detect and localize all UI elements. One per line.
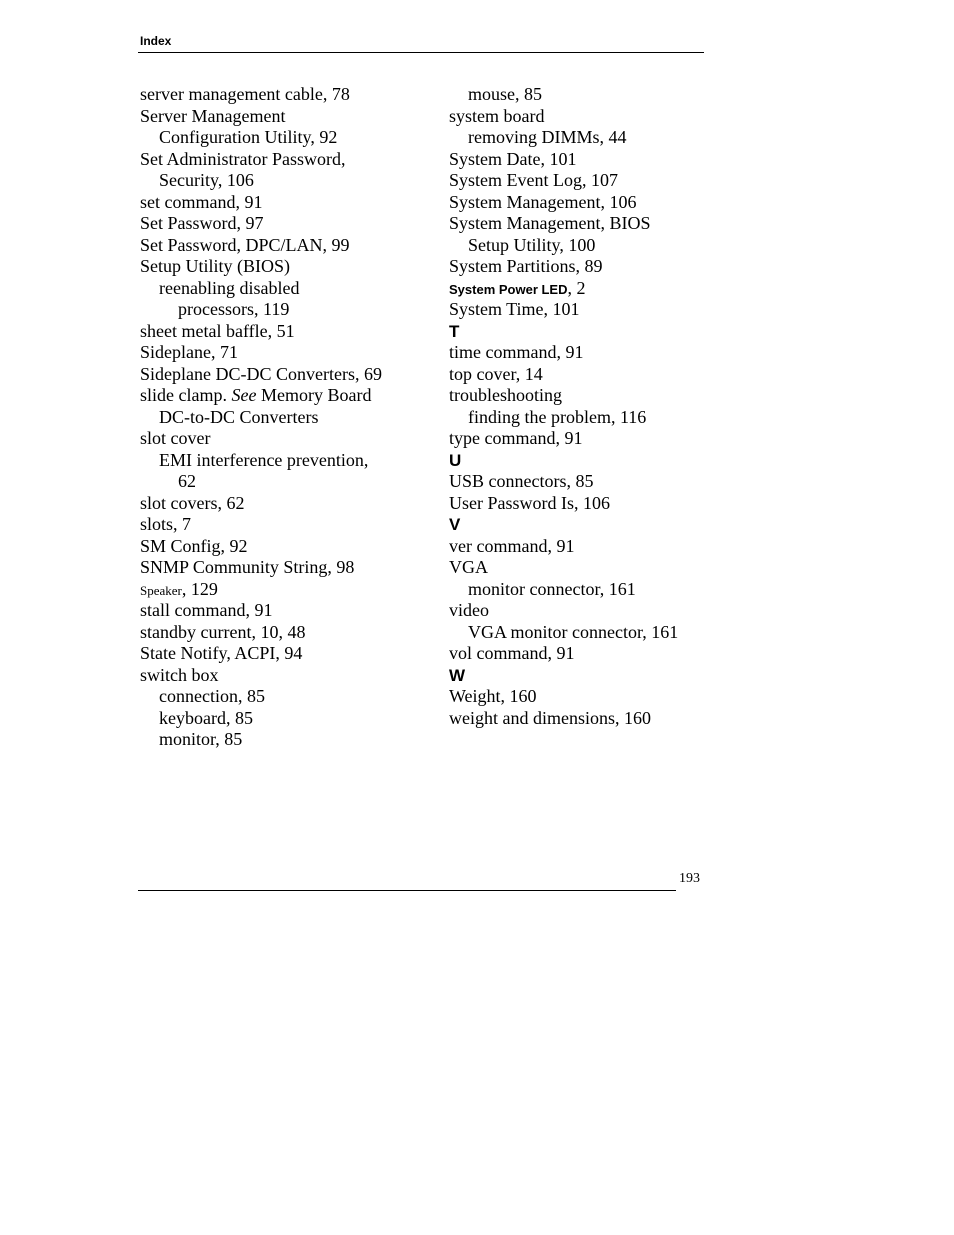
index-entry: System Event Log, 107 — [449, 170, 618, 190]
index-entry: SM Config, 92 — [140, 535, 248, 556]
index-subentry: 62 — [178, 471, 196, 491]
index-entry: System Management, 106 — [449, 191, 637, 212]
section-letter: T — [449, 321, 460, 341]
index-entry: top cover, 14 — [449, 363, 543, 384]
index-entry — [140, 385, 430, 407]
index-entry: Set Password, DPC/LAN, 99 — [140, 234, 350, 255]
index-entry: weight and dimensions, 160 — [449, 707, 651, 728]
index-entry: System Management, BIOS — [449, 213, 651, 233]
index-column-right — [449, 84, 739, 729]
index-entry: ver command, 91 — [449, 535, 575, 556]
index-entry: system board — [449, 105, 545, 126]
index-entry: server management cable, 78 — [140, 84, 350, 104]
index-entry: slot covers, 62 — [140, 492, 245, 513]
index-entry: vol command, 91 — [449, 643, 575, 663]
entry-pages: , 129 — [181, 578, 218, 599]
index-column-left — [140, 84, 430, 751]
index-subentry: keyboard, 85 — [159, 707, 253, 728]
index-entry — [140, 579, 430, 601]
see-reference: See — [231, 385, 257, 405]
index-entry: time command, 91 — [449, 342, 584, 362]
index-entry: User Password Is, 106 — [449, 492, 610, 513]
index-subentry: reenabling disabled — [159, 277, 300, 298]
index-subentry: processors, 119 — [178, 299, 290, 319]
index-entry: slots, 7 — [140, 514, 192, 534]
index-entry: switch box — [140, 664, 219, 685]
index-entry: Sideplane DC-DC Converters, 69 — [140, 363, 382, 384]
index-entry: System Date, 101 — [449, 148, 577, 169]
index-entry: System Partitions, 89 — [449, 256, 603, 276]
index-subentry: removing DIMMs, 44 — [468, 127, 627, 147]
index-entry: SNMP Community String, 98 — [140, 557, 355, 577]
index-entry: Server Management — [140, 105, 286, 126]
index-entry: type command, 91 — [449, 428, 583, 448]
section-letter: U — [449, 450, 462, 470]
index-subentry: finding the problem, 116 — [468, 406, 647, 427]
index-subentry: DC-to-DC Converters — [159, 406, 319, 427]
index-entry: System Time, 101 — [449, 299, 580, 319]
entry-term: slide clamp. — [140, 385, 232, 405]
section-letter: V — [449, 515, 461, 534]
index-entry: sheet metal baffle, 51 — [140, 320, 295, 341]
index-entry: USB connectors, 85 — [449, 471, 594, 491]
index-entry: VGA — [449, 557, 488, 577]
index-subentry: connection, 85 — [159, 686, 265, 706]
index-entry: video — [449, 600, 489, 620]
index-entry — [449, 278, 739, 300]
index-subentry: monitor, 85 — [159, 729, 243, 749]
index-subentry: Configuration Utility, 92 — [159, 127, 338, 147]
entry-term: System Power LED — [449, 281, 568, 297]
entry-term: Speaker — [140, 582, 182, 598]
index-entry: set command, 91 — [140, 191, 263, 212]
entry-reference-target: Memory Board — [256, 385, 372, 405]
index-subentry: EMI interference prevention, — [159, 449, 369, 470]
index-entry: troubleshooting — [449, 385, 562, 405]
index-entry: State Notify, ACPI, 94 — [140, 643, 303, 663]
entry-pages: , 2 — [567, 277, 586, 298]
index-subentry: VGA monitor connector, 161 — [468, 621, 679, 642]
index-entry: Weight, 160 — [449, 686, 537, 706]
index-entry: Sideplane, 71 — [140, 342, 238, 362]
header-rule — [138, 52, 704, 53]
running-header: Index — [140, 34, 172, 48]
index-entry: Set Password, 97 — [140, 213, 264, 233]
footer-rule — [138, 890, 676, 891]
section-letter: W — [449, 665, 466, 685]
index-entry: stall command, 91 — [140, 600, 273, 620]
index-subentry: Security, 106 — [159, 170, 254, 190]
index-entry: Set Administrator Password, — [140, 148, 346, 169]
index-entry: standby current, 10, 48 — [140, 621, 306, 642]
index-subentry: mouse, 85 — [468, 84, 542, 104]
page-number: 193 — [679, 871, 700, 886]
index-subentry: Setup Utility, 100 — [468, 234, 596, 255]
index-subentry: monitor connector, 161 — [468, 578, 636, 599]
index-entry: Setup Utility (BIOS) — [140, 256, 291, 276]
index-entry: slot cover — [140, 428, 211, 448]
